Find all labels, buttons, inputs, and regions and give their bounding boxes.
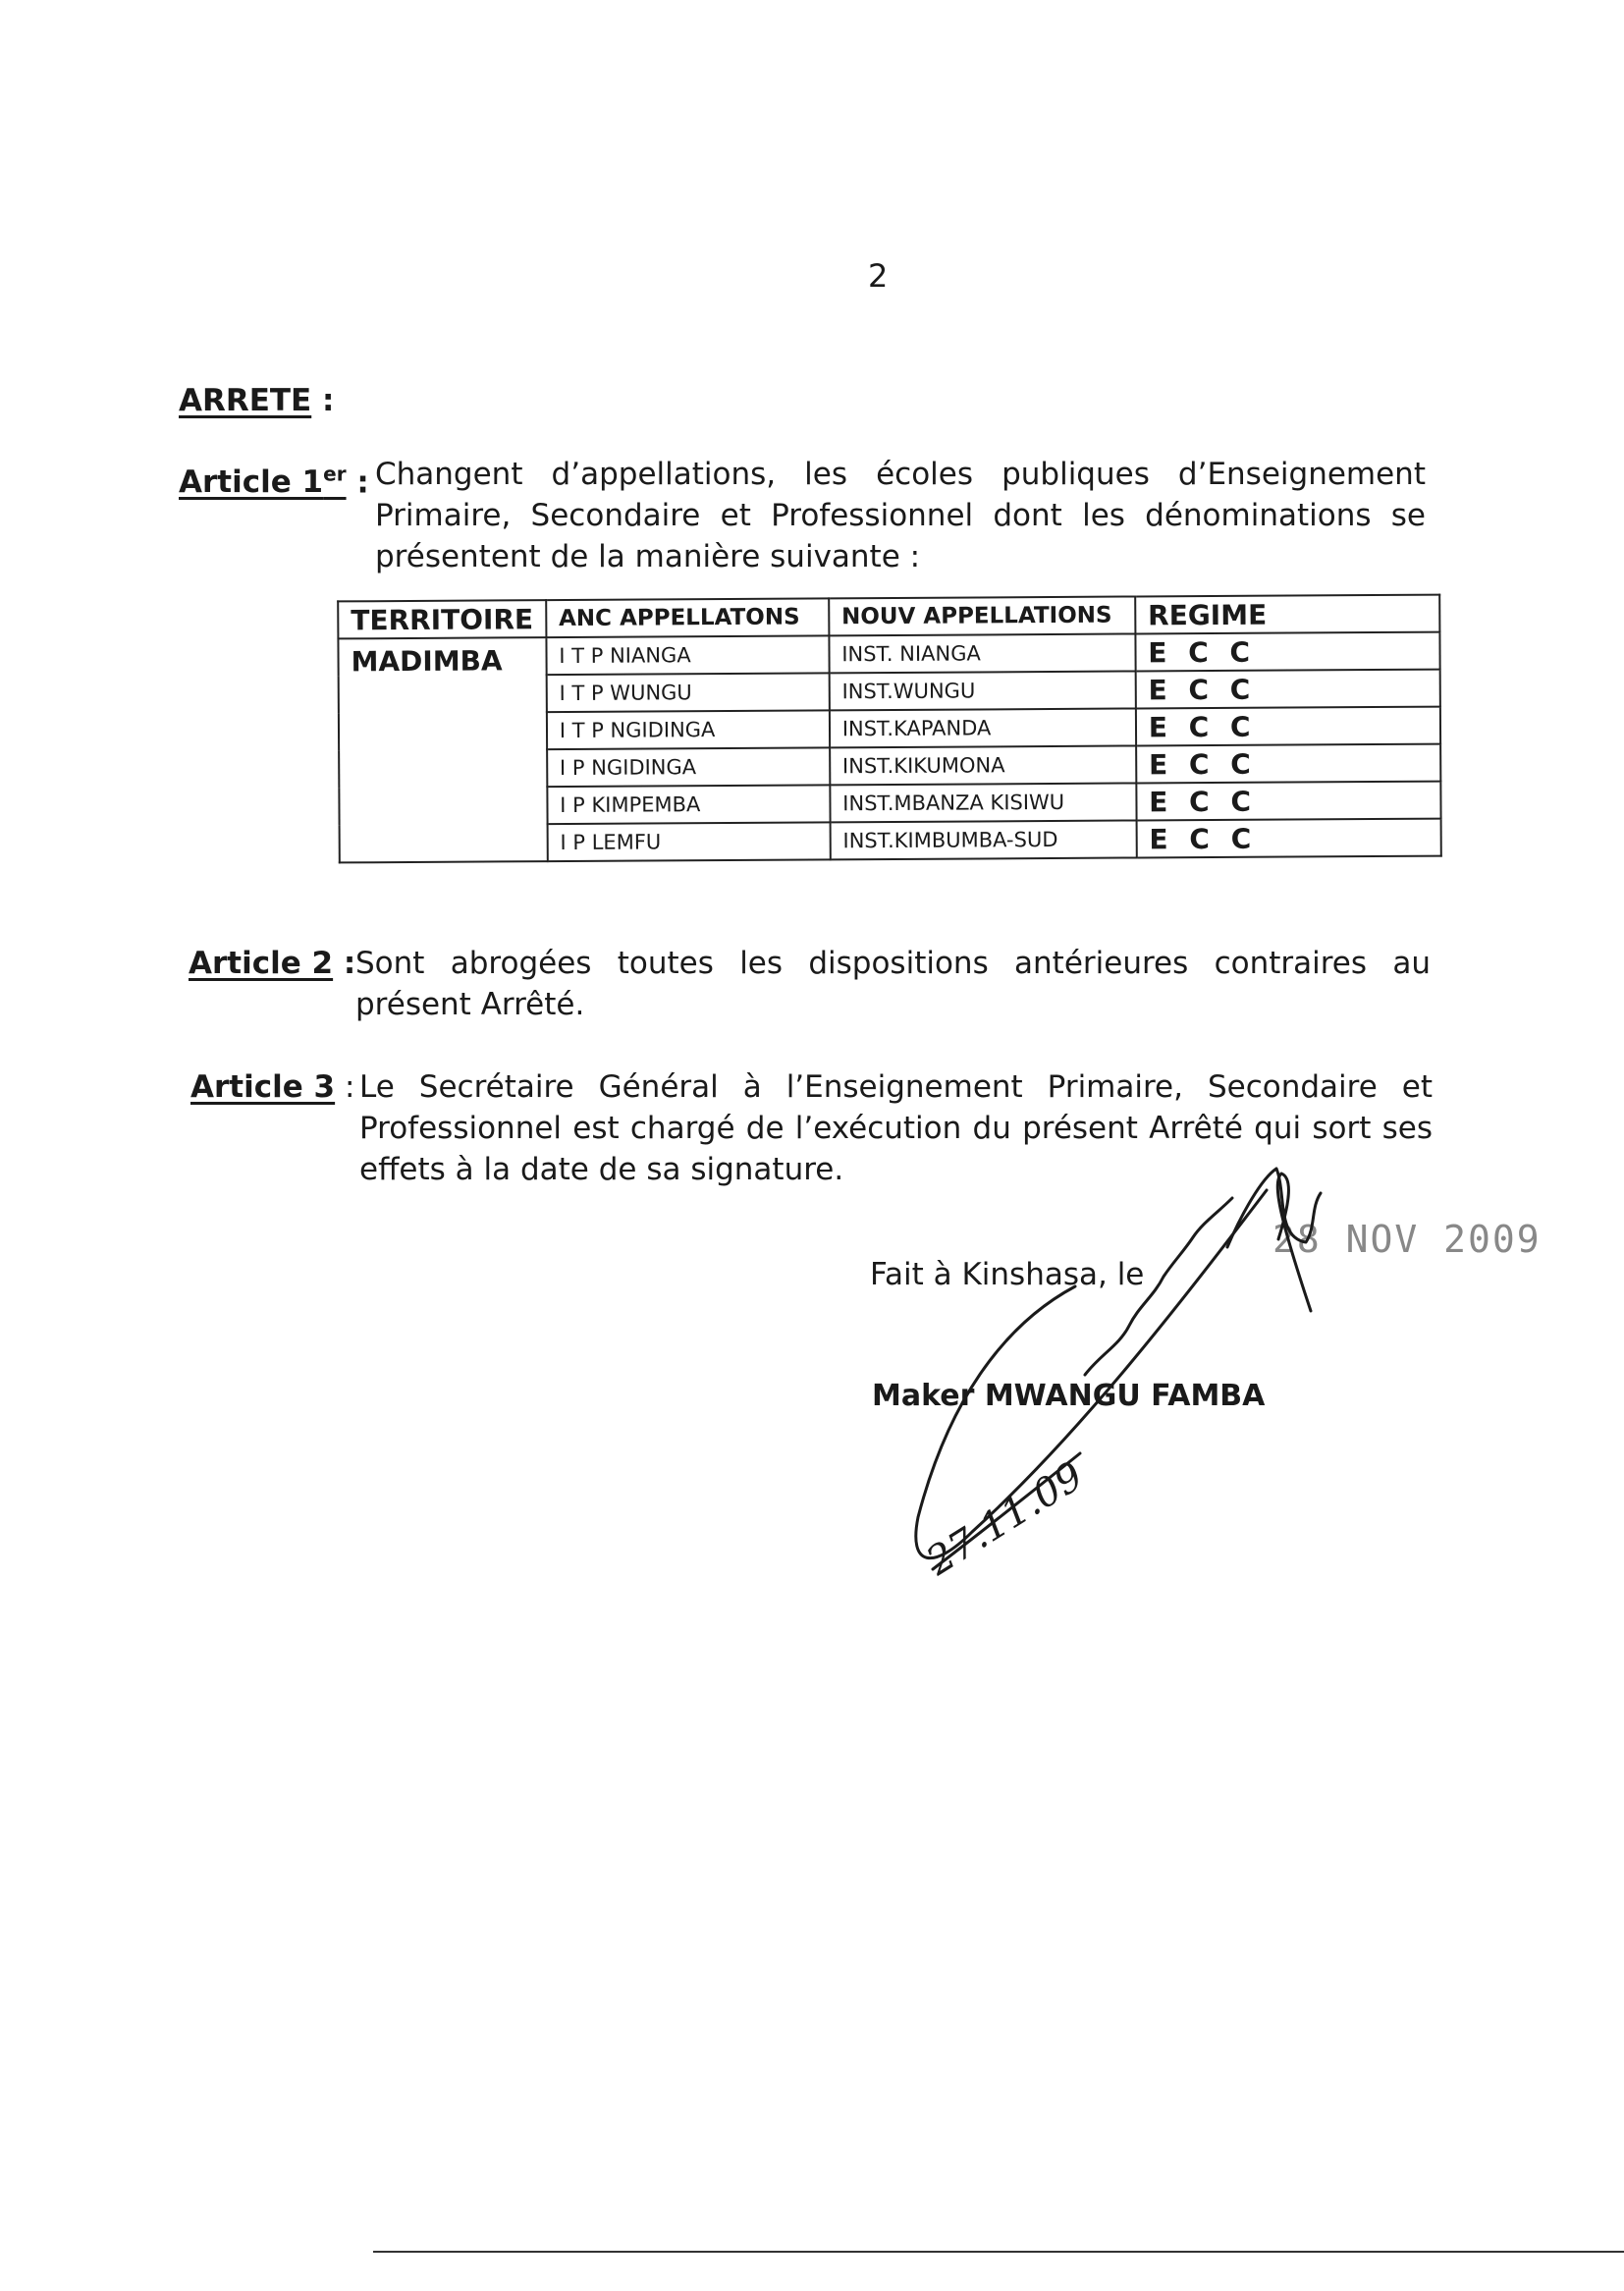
header-anc-appellations: ANC APPELLATONS [546,598,829,637]
header-territoire: TERRITOIRE [338,600,546,638]
place-date-line: Fait à Kinshasa, le [870,1257,1145,1292]
new-name-cell: INST.KAPANDA [830,708,1136,747]
decree-heading [179,383,334,418]
new-name-cell: INST.WUNGU [829,671,1135,710]
old-name-cell: I P NGIDINGA [547,747,830,787]
heading-suffix: : [311,383,335,418]
regime-cell: E C C [1136,744,1440,784]
heading-text: ARRETE [179,383,312,418]
new-name-cell: INST.KIKUMONA [830,745,1136,785]
new-name-cell: INST. NIANGA [829,633,1135,673]
article-1 [179,454,1426,577]
new-name-cell: INST.KIMBUMBA-SUD [830,820,1136,859]
header-regime: REGIME [1135,595,1439,634]
territory-cell: MADIMBA [338,637,547,862]
regime-cell: E C C [1136,782,1440,821]
old-name-cell: I T P NGIDINGA [547,710,830,749]
old-name-cell: I P KIMPEMBA [547,785,830,824]
old-name-cell: I P LEMFU [547,822,830,861]
old-name-cell: I T P NIANGA [546,635,829,675]
article-3-label: Article 3 : [190,1069,355,1105]
regime-cell: E C C [1135,632,1439,672]
article-3-text: Le Secrétaire Général à l’Enseignement Primaire, Secondaire et Professionnel est chargé de l’exécution du présent Arrêté qui sort ses effets à la date de sa signature. [359,1069,1433,1187]
header-nouv-appellations: NOUV APPELLATIONS [829,596,1135,635]
article-2-label: Article 2 : [189,946,356,981]
regime-cell: E C C [1135,670,1439,709]
article-2-text: Sont abrogées toutes les dispositions antérieures contraires au présent Arrêté. [355,946,1431,1022]
stamped-date: 28 NOV 2009 [1272,1218,1542,1261]
regime-cell: E C C [1136,819,1440,858]
page-number: 2 [868,257,889,295]
article-2 [189,943,1431,1025]
handwritten-date: 27.11.09 [918,1453,1092,1585]
regime-cell: E C C [1136,707,1440,746]
signer-name: Maker MWANGU FAMBA [872,1379,1266,1413]
article-3 [190,1066,1433,1190]
new-name-cell: INST.MBANZA KISIWU [830,783,1136,822]
article-1-text: Changent d’appellations, les écoles publiques d’Enseignement Primaire, Secondaire et Professionnel dont les dénominations se présentent de la manière suivante : [375,457,1426,574]
school-renaming-table [337,594,1442,864]
old-name-cell: I T P WUNGU [546,673,829,712]
article-1-label: Article 1er : [179,463,369,501]
footer-rule [373,2251,1624,2253]
